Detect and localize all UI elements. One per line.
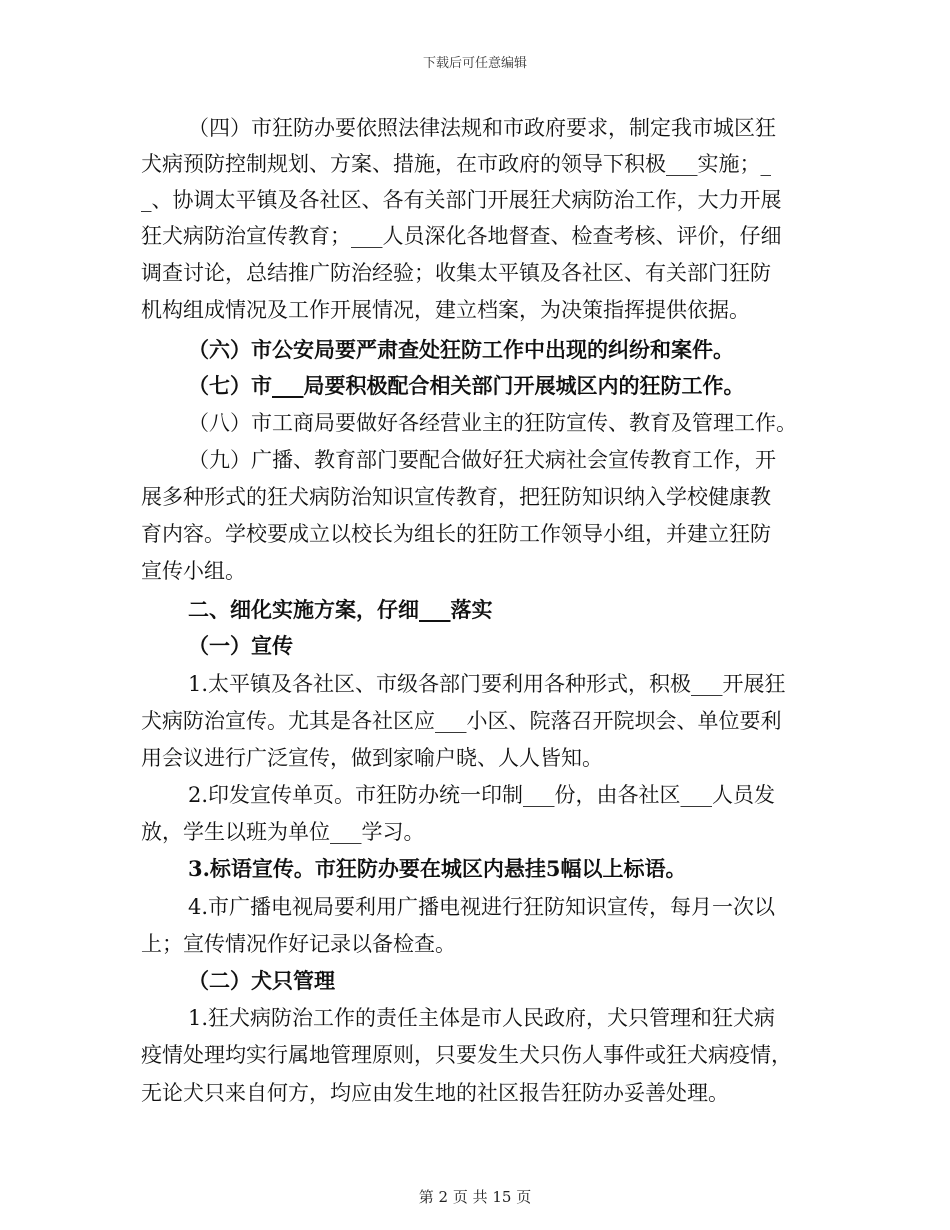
paragraph-line: 犬病防治宣传。尤其是各社区应___小区、院落召开院坝会、单位要利 [141, 709, 782, 733]
paragraph-line: 犬病预防控制规划、方案、措施，在市政府的领导下积极___实施；_ [141, 152, 771, 176]
paragraph-line: 调查讨论，总结推广防治经验；收集太平镇及各社区、有关部门狂防 [141, 261, 771, 285]
bold-paragraph-line: （六）市公安局要严肃查处狂防工作中出现的纠纷和案件。 [188, 337, 734, 362]
paragraph-line: 疫情处理均实行属地管理原则，只要发生犬只伤人事件或狂犬病疫情， [141, 1043, 792, 1067]
paragraph-line: 用会议进行广泛宣传，做到家喻户晓、人人皆知。 [141, 746, 603, 770]
paragraph-line: 4.市广播电视局要利用广播电视进行狂防知识宣传，每月一次以 [188, 895, 776, 919]
paragraph-line: _、协调太平镇及各社区、各有关部门开展狂犬病防治工作，大力开展 [141, 188, 782, 212]
subsection-heading: （一）宣传 [188, 633, 293, 658]
paragraph-line: 1.太平镇及各社区、市级各部门要利用各种形式，积极___开展狂 [188, 672, 786, 696]
subsection-heading: （二）犬只管理 [188, 968, 335, 993]
paragraph-line: 狂犬病防治宣传教育；___人员深化各地督查、检查考核、评价，仔细 [141, 224, 782, 248]
section-heading: 二、细化实施方案，仔细___落实 [188, 597, 493, 622]
paragraph-line: 上；宣传情况作好记录以备检查。 [141, 932, 456, 956]
paragraph-line: 1.狂犬病防治工作的责任主体是市人民政府，犬只管理和狂犬病 [188, 1006, 776, 1030]
paragraph-line: 放，学生以班为单位___学习。 [141, 820, 425, 844]
paragraph-line: （九）广播、教育部门要配合做好狂犬病社会宣传教育工作，开 [188, 448, 776, 472]
bold-paragraph-line: 3.标语宣传。市狂防办要在城区内悬挂5幅以上标语。 [188, 856, 687, 881]
paragraph-line: 育内容。学校要成立以校长为组长的狂防工作领导小组，并建立狂防 [141, 522, 771, 546]
page-footer: 第 2 页 共 15 页 [418, 1188, 532, 1206]
paragraph-line: （四）市狂防办要依照法律法规和市政府要求，制定我市城区狂 [188, 116, 776, 140]
paragraph-line: （八）市工商局要做好各经营业主的狂防宣传、教育及管理工作。 [188, 411, 797, 435]
paragraph-line: 展多种形式的狂犬病防治知识宣传教育，把狂防知识纳入学校健康教 [141, 485, 771, 509]
paragraph-line: 无论犬只来自何方，均应由发生地的社区报告狂防办妥善处理。 [141, 1081, 729, 1105]
paragraph-line: 2.印发宣传单页。市狂防办统一印制___份，由各社区___人员发 [188, 783, 776, 807]
paragraph-line: 机构组成情况及工作开展情况，建立档案，为决策指挥提供依据。 [141, 298, 750, 322]
paragraph-line: 宣传小组。 [141, 559, 246, 583]
page-header: 下载后可任意编辑 [422, 56, 527, 71]
bold-paragraph-line: （七）市___局要积极配合相关部门开展城区内的狂防工作。 [188, 373, 745, 398]
